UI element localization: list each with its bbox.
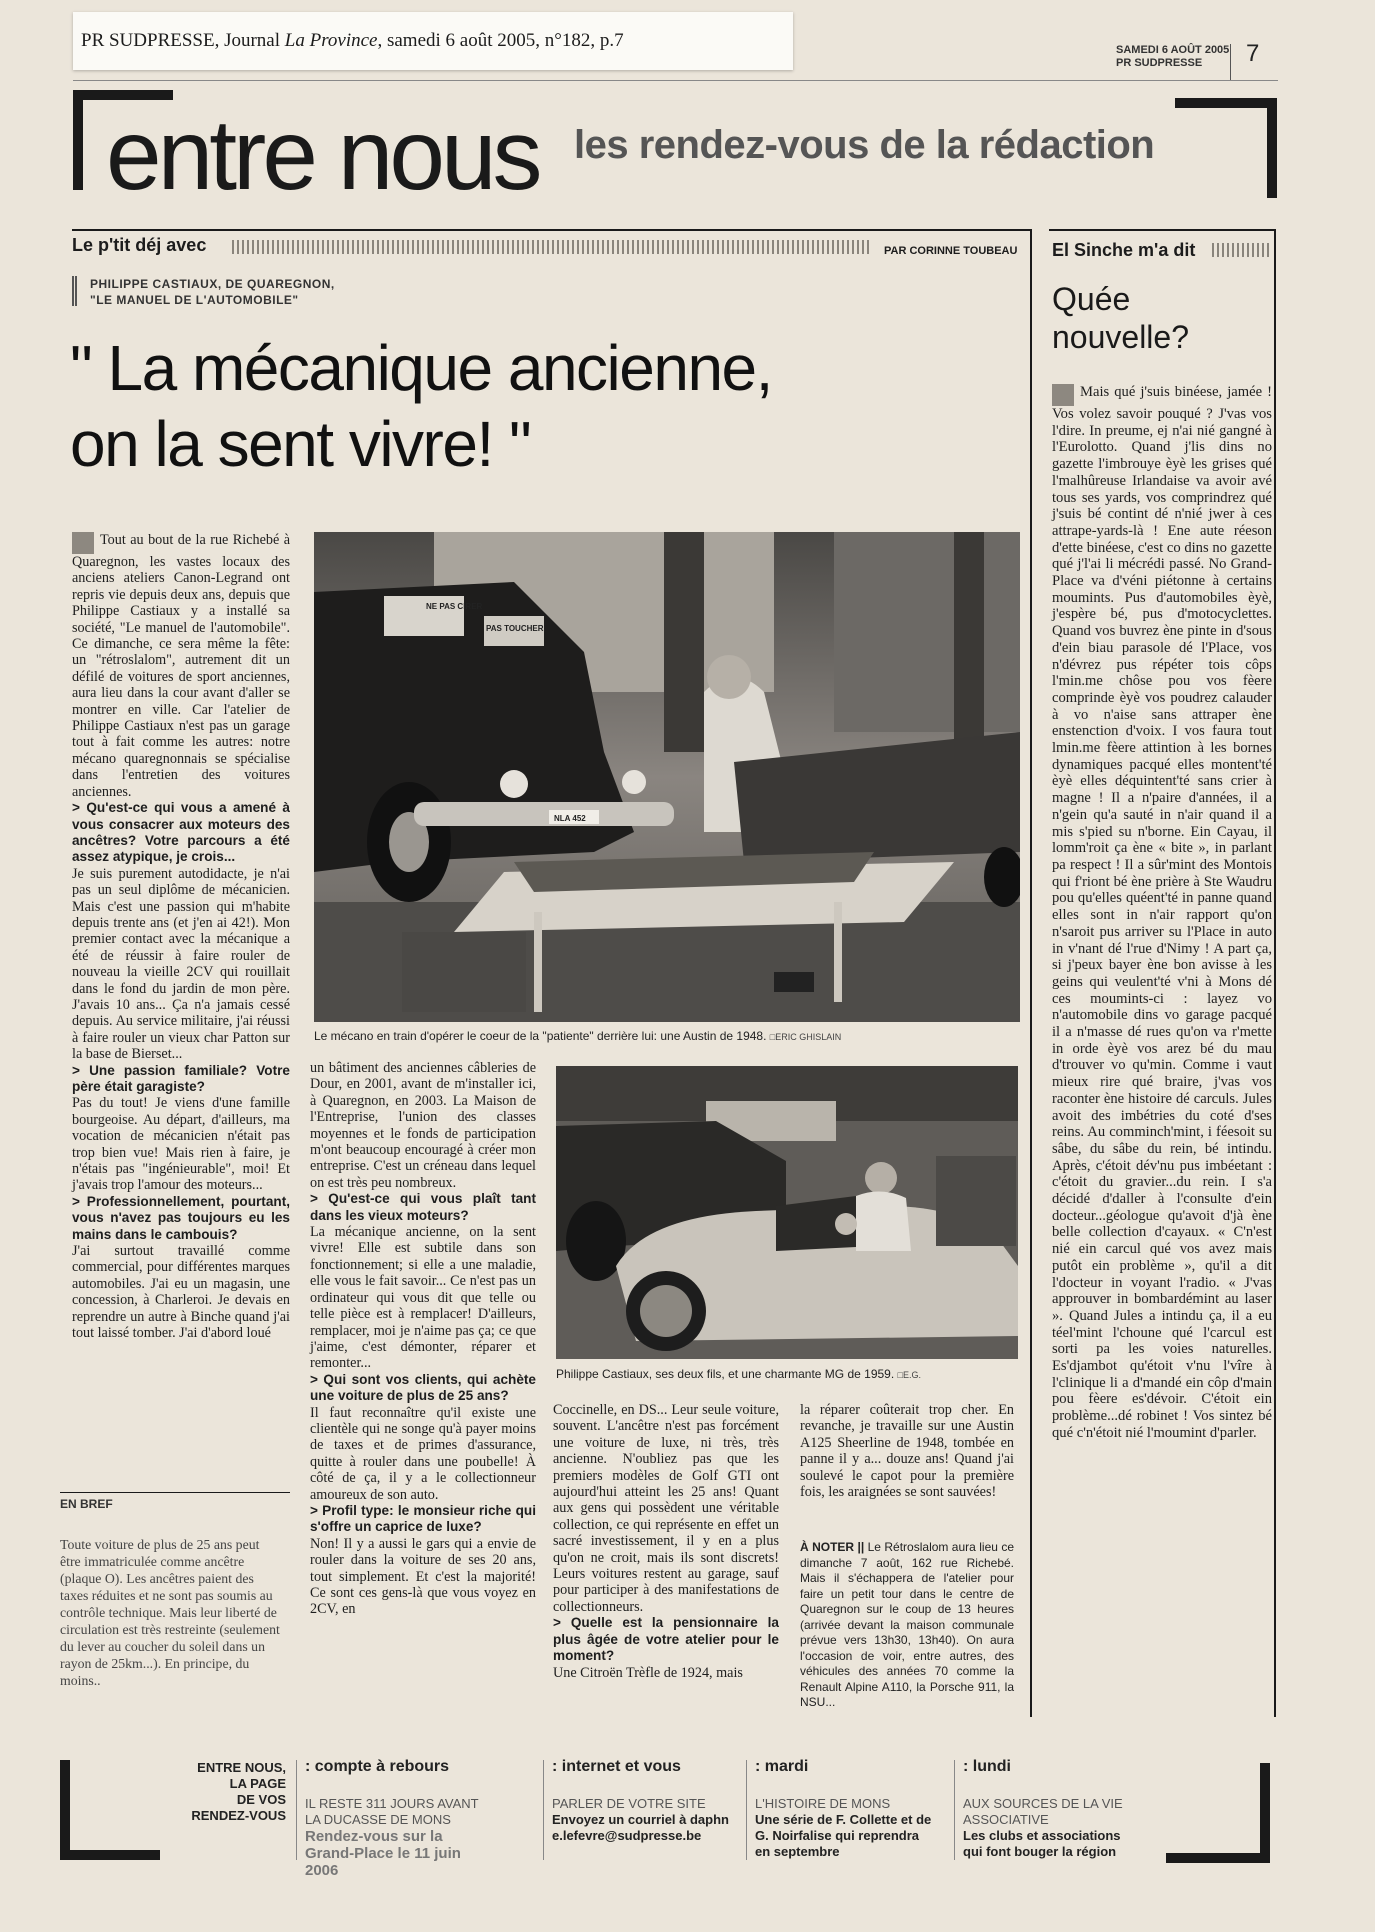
clip-suffix: , samedi 6 août 2005, n°182, p.7 xyxy=(377,30,624,51)
camera-icon: □ xyxy=(897,1370,903,1380)
sidebar-title: Quée nouvelle? xyxy=(1052,281,1189,355)
footer-block-countdown: : compte à rebours IL RESTE 311 JOURS AVANT LA DUCASSE DE MONS Rendez-vous sur la Grand-Place le 11 juin 2006 xyxy=(305,1758,479,1879)
photo-austin-image xyxy=(314,532,1020,1022)
sidebar-right-rule xyxy=(1274,229,1276,1717)
masthead-subtitle: les rendez-vous de la rédaction xyxy=(574,123,1155,167)
paragraph: J'ai surtout travaillé comme commercial, pour différentes marques automobiles. J'ai eu un magasin, une concession, à Charleroi. Je devais en reprendre un autre à Binche quand j'ai tout laissé tomber. J'ai d'abord loué xyxy=(72,1243,290,1342)
sidebar-text: Mais qué j'suis binéese, jamée ! Vos volez savoir pouqué ? J'vas vos l'dire. In preume, ej n'ai nié gangné à l'Eurolotto. Quand j'lis dins no gazette l'imbrouye èyè les grises qué l'malhûreuse Irlandaise va avoir avé tous ses yards, vos comprindrez qué j'suis bé contint dé n'nié jwer à ces attrape-yards-là ! Ene aute réeson d'ette binéese, c'est co dins no gazette qué j'l'ai li mécrédi passé. No Grand-Place va d'véni piétonne à certains moumints. Pus d'automobiles èyè, j'espère bé, pus d'motocyclettes. Quand vos buvrez ène pinte in d'sous d'ein biau parasole dé l'Place, vos n'dévrez pus répéter tois côps l'min.me chôse pou vos fèere comprinde èyè vos poudrez calauder à vo n'aise sans attraper ène enstenction d'voix. I vos faura tout lmin.me fèere attintion à les bornes dynamiques pacqué elles montent'té èyè elles déquintent'té sans crier à magne ! Il a n'paire d'années, il a n'gein qu'a sauté in n'air quand il a mis s'pied su n'borne. Ein Cayau, il lomm'roit ça ène « bite », in parlant pa respect ! Il a sûr'mint des Montois qui f'riont bé ène prière à Ste Waudru pou qu'elles quéent'té in panne quand elles sont in n'air rapport qu'on n'saroit pus arriver su l'Place in auto in v'nant dé l'rue d'Nimy ! A part ça, si j'peux bayer ène bon avisse à les geins qui veulent'té v'ni à Mons dé ces moumints-ci : layez vo n'automobile dins vo garage pacqué il a n'masse dé rues qu'on va r'mette in orde èyè vos arez bé du mau d'trouver vo qu'min. Comme i vaut mieux rire qué braire, j'vas vos raconter ène histoire dé carculs. Jules avoit des imbétries du coté d'ses reins. Au comminch'mint, i féesoit su sâbe, du sâbe du rein, bé intindu. Après, c'étoit dév'nu pus imbéetant : c'étoit du gravier...du rein. I s'a décidé d'daller à l'consulte d'ein docteur...géologue qu'avoit d'jà ène belle collection d'cayaux. « C'n'est nié ein carcul qué vos avez mais putôt ein problème », qu'il a dit l'docteur in voyant l'radio. « J'vas approuver in bombardémint au laser ». Quand Jules a intindu ça, il a eu téel'mint l'choune qué l'carcul est sorti pa les voies naturelles. Es'djambot qu'étoit v'nu l'vîre à l'clinique li a d'mandé ein côp d'main pou fèere es'dévoir. C'étoit ein problème...dé robinet ! Vos sintez bé qué c'n'étoit nié l'moumint d'parler. xyxy=(1052,384,1272,1441)
note-text: Le Rétroslalom aura lieu ce dimanche 7 août, 162 rue Richebé. Mais il s'échappera de l'atelier pour faire un petit tour dans le centre de Quaregnon sur le coup de 13 heures (arrivée devant la maison communale prévue vers 13h30, 13h40). On aura l'occasion de voir, entre autres, des véhicules des années 70 comme la Renault Alpine A110, la Porsche 911, la NSU... xyxy=(800,1540,1014,1709)
en-bref-label: EN BREF xyxy=(60,1497,113,1511)
paragraph: Coccinelle, en DS... Leur seule voiture, souvent. L'ancêtre n'est pas forcément une voiture de luxe, ni très, très ancienne. N'oubliez pas que les premiers modèles de Golf GTI ont aujourd'hui atteint les 25 ans! Quant aux gens qui possèdent une véritable collection, ce qui représente en effet un sacré investissement, il y en a plus qu'on ne croit, mais ils sont discrets! Leurs voitures restent au garage, sauf pour participer à des manifestations de collectionneurs. xyxy=(553,1402,779,1615)
photo1-sign-1: NE PAS CIRER xyxy=(426,602,483,611)
paragraph: un bâtiment des anciennes câbleries de Dour, en 2001, avant de m'installer ici, à Quaregnon, en 2003. La Maison de l'Entreprise, l'union des classes moyennes et le fonds de participation m'ont beaucoup encouragé à créer mon entreprise. C'est un créneau dans lequel on est très peu nombreux. xyxy=(310,1060,536,1191)
paragraph: Non! Il y a aussi le gars qui a envie de rouler dans la voiture de ses 20 ans, tout simplement. Et c'est la majorité! Ce sont ces gens-là que vous voyez en 2CV, en xyxy=(310,1535,536,1618)
article-column-3 xyxy=(553,1402,779,1681)
question: > Qu'est-ce qui vous plaît tant dans les vieux moteurs? xyxy=(310,1191,536,1223)
question: > Qui sont vos clients, qui achète une voiture de plus de 25 ans? xyxy=(310,1371,536,1404)
photo1-plate: NLA 452 xyxy=(554,814,586,823)
question: > Une passion familiale? Votre père était garagiste? xyxy=(72,1062,290,1094)
top-rule xyxy=(73,80,1278,81)
headline-line2: on la sent vivre! " xyxy=(70,408,531,480)
kicker-line1: PHILIPPE CASTIAUX, DE QUAREGNON, xyxy=(90,277,335,291)
question: > Qu'est-ce qui vous a amené à vous consacrer aux moteurs des ancêtres? Votre parcours a été assez atypique, je crois... xyxy=(72,800,290,865)
footer-block-lundi: : lundi AUX SOURCES DE LA VIE ASSOCIATIVE Les clubs et associations qui font bouger la région xyxy=(963,1758,1123,1859)
sidebar-top-rule xyxy=(1049,229,1275,231)
folio-divider xyxy=(1230,44,1231,80)
camera-icon: □ xyxy=(769,1032,776,1042)
paragraph: Je suis purement autodidacte, je n'ai pas un seul diplôme de mécanicien. Mais c'est une passion qui m'habite depuis trente ans (et j'en ai 42!). Mon premier contact avec la mécanique a été de réussir à faire rouler de nouveau la vieille 2CV qui rouillait dans le fond du jardin de mon père. J'avais 10 ans... Ça n'a jamais cessé depuis. Au service militaire, j'ai réussi à faire rouler un vieux char Patton sur la base de Bierset... xyxy=(72,865,290,1063)
footer-separator xyxy=(954,1760,955,1860)
photo1-caption: Le mécano en train d'opérer le coeur de la "patiente" derrière lui: une Austin de 1948. □ERIC GHISLAIN xyxy=(314,1029,842,1043)
folio-paper: PR SUDPRESSE xyxy=(1116,57,1203,69)
footer-separator xyxy=(296,1760,297,1860)
paragraph: Une Citroën Trèfle de 1924, mais xyxy=(553,1664,743,1681)
footer-block-internet: : internet et vous PARLER DE VOTRE SITE Envoyez un courriel à daphne.lefevre@sudpresse.be xyxy=(552,1758,729,1843)
photo-austin-workshop xyxy=(314,532,1020,1022)
photo-mg-image xyxy=(556,1066,1018,1359)
en-bref-rule xyxy=(60,1492,290,1493)
photo-mg-family xyxy=(556,1066,1018,1359)
paragraph: Il faut reconnaître qu'il existe une clientèle qui ne songe qu'à payer moins de taxes et de primes d'assurance, quitte à rouler dans une poubelle! À côté de ça, il y a le collectionneur amoureux de son auto. xyxy=(310,1404,536,1503)
clip-prefix: PR SUDPRESSE, Journal xyxy=(81,30,285,51)
question: > Professionnellement, pourtant, vous n'avez pas toujours eu les mains dans le cambouis? xyxy=(72,1193,290,1242)
headline-line1: " La mécanique ancienne, xyxy=(70,332,772,404)
photo1-sign-2: PAS TOUCHER xyxy=(486,624,544,633)
footer-intro: ENTRE NOUS, LA PAGE DE VOS RENDEZ-VOUS xyxy=(191,1760,286,1823)
kicker-bar xyxy=(72,276,77,306)
kicker xyxy=(90,276,335,308)
paragraph: La mécanique ancienne, on la sent vivre! Elle est subtile dans son fonctionnement; si elle a une maladie, elle vous le fait savoir... Ce n'est pas un ordinateur qui vous dit que telle ou telle pièce est à remplacer! D'ailleurs, remplacer, moi je n'aime pas ça; ce que j'aime, c'est démonter, réparer et remonter... xyxy=(310,1224,536,1372)
sidebar-label: El Sinche m'a dit xyxy=(1052,240,1196,260)
headline xyxy=(70,330,970,482)
article-column-2 xyxy=(310,1060,536,1618)
en-bref-text: Toute voiture de plus de 25 ans peut être immatriculée comme ancêtre (plaque O). Les ancêtres paient des taxes réduites et ne sont pas soumis au contrôle technique. Mais leur liberté de circulation est très restreinte (seulement du lever au coucher du soleil dans un rayon de 25km...). En principe, du moins.. xyxy=(60,1537,280,1688)
sidebar-hatch xyxy=(1212,243,1270,257)
footer-bracket-left xyxy=(60,1760,160,1860)
note-box xyxy=(800,1540,1014,1711)
section-rule xyxy=(72,229,1030,231)
page-number: 7 xyxy=(1246,40,1260,67)
note-label: À NOTER || xyxy=(800,1540,865,1554)
byline: PAR CORINNE TOUBEAU xyxy=(884,245,1018,257)
masthead-title: entre nous xyxy=(106,99,539,211)
section-hatch xyxy=(232,240,872,254)
column-rule-main xyxy=(1030,229,1032,1717)
photo1-credit: ERIC GHISLAIN xyxy=(775,1032,842,1042)
lead-square-icon xyxy=(72,532,94,554)
footer-separator xyxy=(543,1760,544,1860)
clipping-source-label xyxy=(73,12,793,70)
folio-info xyxy=(1116,44,1229,70)
section-label: Le p'tit déj avec xyxy=(72,235,207,255)
paragraph: Tout au bout de la rue Richebé à Quaregnon, les vastes locaux des anciens ateliers Canon-Legrand ont repris vie depuis deux ans, depuis que Philippe Castiaux y a installé sa société, "Le manuel de l'automobile". Ce dimanche, ce sera même la fête: un "rétroslalom", autrement dit un défilé de voitures de sport anciennes, aura lieu dans la cour avant d'aller se montrer en ville. Car l'atelier de Philippe Castiaux n'est pas un garage tout à fait comme les autres: notre mécano quaregnonnais se spécialise dans l'entretien des voitures anciennes. xyxy=(72,532,290,800)
photo2-caption: Philippe Castiaux, ses deux fils, et une charmante MG de 1959. □E.G. xyxy=(556,1367,921,1381)
lead-square-icon xyxy=(1052,384,1074,406)
question: > Profil type: le monsieur riche qui s'offre un caprice de luxe? xyxy=(310,1502,536,1535)
clip-journal: La Province xyxy=(284,30,378,51)
kicker-line2: "LE MANUEL DE L'AUTOMOBILE" xyxy=(90,293,299,307)
photo2-credit: E.G. xyxy=(902,1370,921,1380)
paragraph: Pas du tout! Je viens d'une famille bourgeoise. Au départ, d'ailleurs, ma vocation de mécanicien n'était pas trop bien vue! Mais rien à faire, je n'étais pas "ingénieurable", moi! Et j'avais trop l'amour des moteurs... xyxy=(72,1095,290,1194)
article-column-1 xyxy=(72,532,290,1342)
paragraph: la réparer coûterait trop cher. En revanche, je travaille sur une Austin A125 Sheerline de 1948, tombée en panne il y a... douze ans! Quand j'ai soulevé le capot pour la première fois, les araignées se sont sauvées! xyxy=(800,1402,1014,1501)
footer-separator xyxy=(746,1760,747,1860)
footer-bracket-right xyxy=(1166,1763,1270,1863)
folio-date: SAMEDI 6 AOÛT 2005 xyxy=(1116,44,1230,56)
masthead-bracket-right xyxy=(1175,98,1277,198)
footer-block-mardi: : mardi L'HISTOIRE DE MONS Une série de F. Collette et de G. Noirfalise qui reprendra en septembre xyxy=(755,1758,932,1859)
article-column-4 xyxy=(800,1402,1014,1500)
question: > Quelle est la pensionnaire la plus âgée de votre atelier pour le moment? xyxy=(553,1615,779,1664)
